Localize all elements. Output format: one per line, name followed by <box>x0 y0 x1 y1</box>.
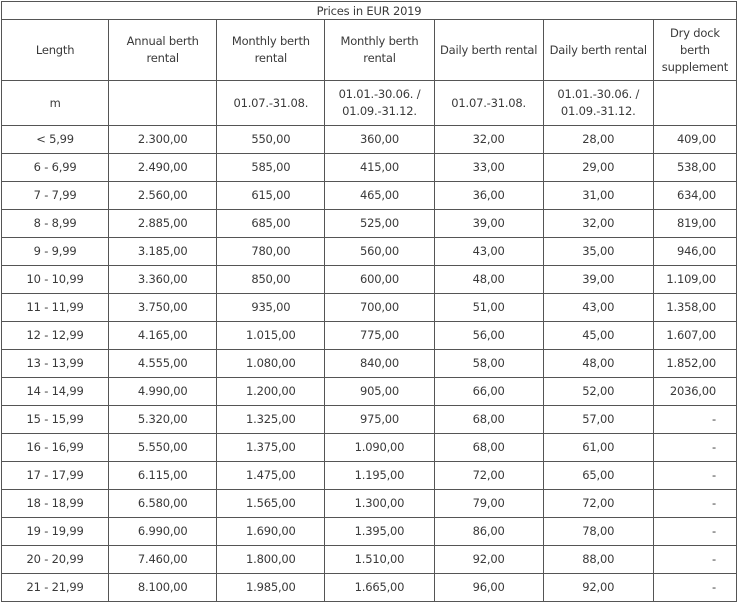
unit-monthly-offseason: 01.01.-30.06. / 01.09.-31.12. <box>325 81 434 126</box>
cell-monthly-offseason: 360,00 <box>325 126 434 154</box>
cell-monthly-summer: 585,00 <box>217 154 325 182</box>
cell-dry-dock: - <box>653 462 736 490</box>
table-row <box>2 518 737 546</box>
unit-daily-summer: 01.07.-31.08. <box>434 81 543 126</box>
cell-daily-offseason: 31,00 <box>543 182 653 210</box>
table-row <box>2 546 737 574</box>
cell-daily-summer: 43,00 <box>434 238 543 266</box>
cell-dry-dock: - <box>653 518 736 546</box>
cell-daily-summer: 51,00 <box>434 294 543 322</box>
cell-daily-offseason: 35,00 <box>543 238 653 266</box>
cell-length: 8 - 8,99 <box>2 210 109 238</box>
cell-daily-offseason: 61,00 <box>543 434 653 462</box>
cell-daily-summer: 56,00 <box>434 322 543 350</box>
cell-daily-summer: 32,00 <box>434 126 543 154</box>
cell-length: 18 - 18,99 <box>2 490 109 518</box>
cell-length: 20 - 20,99 <box>2 546 109 574</box>
cell-annual: 4.990,00 <box>109 378 217 406</box>
cell-annual: 3.750,00 <box>109 294 217 322</box>
cell-annual: 6.115,00 <box>109 462 217 490</box>
cell-monthly-summer: 1.475,00 <box>217 462 325 490</box>
cell-annual: 2.490,00 <box>109 154 217 182</box>
cell-daily-summer: 66,00 <box>434 378 543 406</box>
cell-dry-dock: - <box>653 434 736 462</box>
header-daily-berth-rental-offseason: Daily berth rental <box>543 20 653 81</box>
cell-daily-offseason: 29,00 <box>543 154 653 182</box>
cell-length: 14 - 14,99 <box>2 378 109 406</box>
cell-length: 7 - 7,99 <box>2 182 109 210</box>
cell-annual: 2.885,00 <box>109 210 217 238</box>
cell-length: 21 - 21,99 <box>2 574 109 602</box>
cell-annual: 6.580,00 <box>109 490 217 518</box>
cell-monthly-summer: 615,00 <box>217 182 325 210</box>
cell-dry-dock: 634,00 <box>653 182 736 210</box>
cell-monthly-offseason: 600,00 <box>325 266 434 294</box>
cell-daily-summer: 39,00 <box>434 210 543 238</box>
cell-monthly-summer: 1.200,00 <box>217 378 325 406</box>
cell-monthly-offseason: 905,00 <box>325 378 434 406</box>
cell-daily-offseason: 45,00 <box>543 322 653 350</box>
cell-length: 6 - 6,99 <box>2 154 109 182</box>
cell-monthly-offseason: 775,00 <box>325 322 434 350</box>
table-row <box>2 462 737 490</box>
table-row <box>2 210 737 238</box>
cell-annual: 2.560,00 <box>109 182 217 210</box>
table-row <box>2 126 737 154</box>
cell-annual: 4.555,00 <box>109 350 217 378</box>
table-row <box>2 294 737 322</box>
cell-dry-dock: 409,00 <box>653 126 736 154</box>
cell-daily-offseason: 72,00 <box>543 490 653 518</box>
cell-monthly-summer: 1.565,00 <box>217 490 325 518</box>
cell-annual: 8.100,00 <box>109 574 217 602</box>
cell-daily-summer: 86,00 <box>434 518 543 546</box>
header-row <box>2 20 737 81</box>
cell-length: 11 - 11,99 <box>2 294 109 322</box>
cell-monthly-summer: 935,00 <box>217 294 325 322</box>
cell-daily-summer: 36,00 <box>434 182 543 210</box>
unit-daily-offseason: 01.01.-30.06. / 01.09.-31.12. <box>543 81 653 126</box>
cell-daily-offseason: 48,00 <box>543 350 653 378</box>
cell-monthly-offseason: 840,00 <box>325 350 434 378</box>
cell-monthly-offseason: 700,00 <box>325 294 434 322</box>
cell-length: 12 - 12,99 <box>2 322 109 350</box>
cell-monthly-offseason: 465,00 <box>325 182 434 210</box>
table-row <box>2 574 737 602</box>
cell-length: 10 - 10,99 <box>2 266 109 294</box>
unit-row <box>2 81 737 126</box>
unit-annual <box>109 81 217 126</box>
cell-daily-offseason: 32,00 <box>543 210 653 238</box>
cell-dry-dock: 2036,00 <box>653 378 736 406</box>
cell-monthly-offseason: 415,00 <box>325 154 434 182</box>
cell-monthly-summer: 1.015,00 <box>217 322 325 350</box>
cell-monthly-offseason: 975,00 <box>325 406 434 434</box>
cell-monthly-offseason: 1.665,00 <box>325 574 434 602</box>
table-title: Prices in EUR 2019 <box>2 2 737 20</box>
cell-dry-dock: 538,00 <box>653 154 736 182</box>
cell-daily-summer: 79,00 <box>434 490 543 518</box>
cell-daily-summer: 58,00 <box>434 350 543 378</box>
table-row <box>2 266 737 294</box>
cell-daily-offseason: 43,00 <box>543 294 653 322</box>
header-length: Length <box>2 20 109 81</box>
cell-daily-offseason: 92,00 <box>543 574 653 602</box>
cell-dry-dock: - <box>653 574 736 602</box>
cell-dry-dock: - <box>653 406 736 434</box>
cell-annual: 4.165,00 <box>109 322 217 350</box>
unit-dry-dock <box>653 81 736 126</box>
table-row <box>2 406 737 434</box>
unit-length: m <box>2 81 109 126</box>
cell-daily-summer: 68,00 <box>434 434 543 462</box>
cell-annual: 5.550,00 <box>109 434 217 462</box>
header-dry-dock-supplement: Dry dock berth supplement <box>653 20 736 81</box>
cell-monthly-summer: 1.375,00 <box>217 434 325 462</box>
table-row <box>2 350 737 378</box>
unit-monthly-summer: 01.07.-31.08. <box>217 81 325 126</box>
cell-length: 15 - 15,99 <box>2 406 109 434</box>
cell-annual: 5.320,00 <box>109 406 217 434</box>
cell-monthly-summer: 550,00 <box>217 126 325 154</box>
cell-length: 13 - 13,99 <box>2 350 109 378</box>
cell-length: 16 - 16,99 <box>2 434 109 462</box>
cell-dry-dock: 946,00 <box>653 238 736 266</box>
cell-annual: 3.360,00 <box>109 266 217 294</box>
cell-monthly-offseason: 1.090,00 <box>325 434 434 462</box>
cell-length: 9 - 9,99 <box>2 238 109 266</box>
cell-daily-summer: 48,00 <box>434 266 543 294</box>
cell-monthly-summer: 1.325,00 <box>217 406 325 434</box>
table-row <box>2 378 737 406</box>
cell-daily-offseason: 39,00 <box>543 266 653 294</box>
cell-monthly-summer: 1.080,00 <box>217 350 325 378</box>
cell-annual: 6.990,00 <box>109 518 217 546</box>
cell-length: 19 - 19,99 <box>2 518 109 546</box>
cell-monthly-offseason: 1.510,00 <box>325 546 434 574</box>
table-row <box>2 238 737 266</box>
table-row <box>2 322 737 350</box>
cell-dry-dock: 819,00 <box>653 210 736 238</box>
cell-daily-offseason: 78,00 <box>543 518 653 546</box>
cell-monthly-offseason: 1.395,00 <box>325 518 434 546</box>
cell-monthly-offseason: 560,00 <box>325 238 434 266</box>
header-monthly-berth-rental-summer: Monthly berth rental <box>217 20 325 81</box>
cell-annual: 2.300,00 <box>109 126 217 154</box>
cell-dry-dock: 1.607,00 <box>653 322 736 350</box>
cell-dry-dock: 1.109,00 <box>653 266 736 294</box>
header-annual-berth-rental: Annual berth rental <box>109 20 217 81</box>
cell-dry-dock: - <box>653 546 736 574</box>
cell-dry-dock: 1.852,00 <box>653 350 736 378</box>
header-daily-berth-rental-summer: Daily berth rental <box>434 20 543 81</box>
cell-dry-dock: 1.358,00 <box>653 294 736 322</box>
cell-daily-summer: 92,00 <box>434 546 543 574</box>
table-row <box>2 434 737 462</box>
cell-daily-offseason: 52,00 <box>543 378 653 406</box>
table-row <box>2 182 737 210</box>
table-row <box>2 490 737 518</box>
price-table <box>1 1 737 602</box>
cell-monthly-summer: 1.985,00 <box>217 574 325 602</box>
table-title-row <box>2 2 737 20</box>
cell-daily-summer: 72,00 <box>434 462 543 490</box>
cell-monthly-offseason: 1.195,00 <box>325 462 434 490</box>
cell-annual: 3.185,00 <box>109 238 217 266</box>
cell-annual: 7.460,00 <box>109 546 217 574</box>
cell-length: 17 - 17,99 <box>2 462 109 490</box>
cell-monthly-summer: 1.800,00 <box>217 546 325 574</box>
cell-daily-summer: 33,00 <box>434 154 543 182</box>
cell-monthly-summer: 685,00 <box>217 210 325 238</box>
header-monthly-berth-rental-offseason: Monthly berth rental <box>325 20 434 81</box>
cell-daily-offseason: 88,00 <box>543 546 653 574</box>
cell-monthly-summer: 1.690,00 <box>217 518 325 546</box>
cell-monthly-offseason: 1.300,00 <box>325 490 434 518</box>
cell-daily-offseason: 28,00 <box>543 126 653 154</box>
cell-daily-summer: 68,00 <box>434 406 543 434</box>
cell-monthly-summer: 850,00 <box>217 266 325 294</box>
cell-monthly-offseason: 525,00 <box>325 210 434 238</box>
table-row <box>2 154 737 182</box>
cell-dry-dock: - <box>653 490 736 518</box>
cell-daily-offseason: 65,00 <box>543 462 653 490</box>
cell-daily-summer: 96,00 <box>434 574 543 602</box>
cell-length: < 5,99 <box>2 126 109 154</box>
cell-daily-offseason: 57,00 <box>543 406 653 434</box>
cell-monthly-summer: 780,00 <box>217 238 325 266</box>
